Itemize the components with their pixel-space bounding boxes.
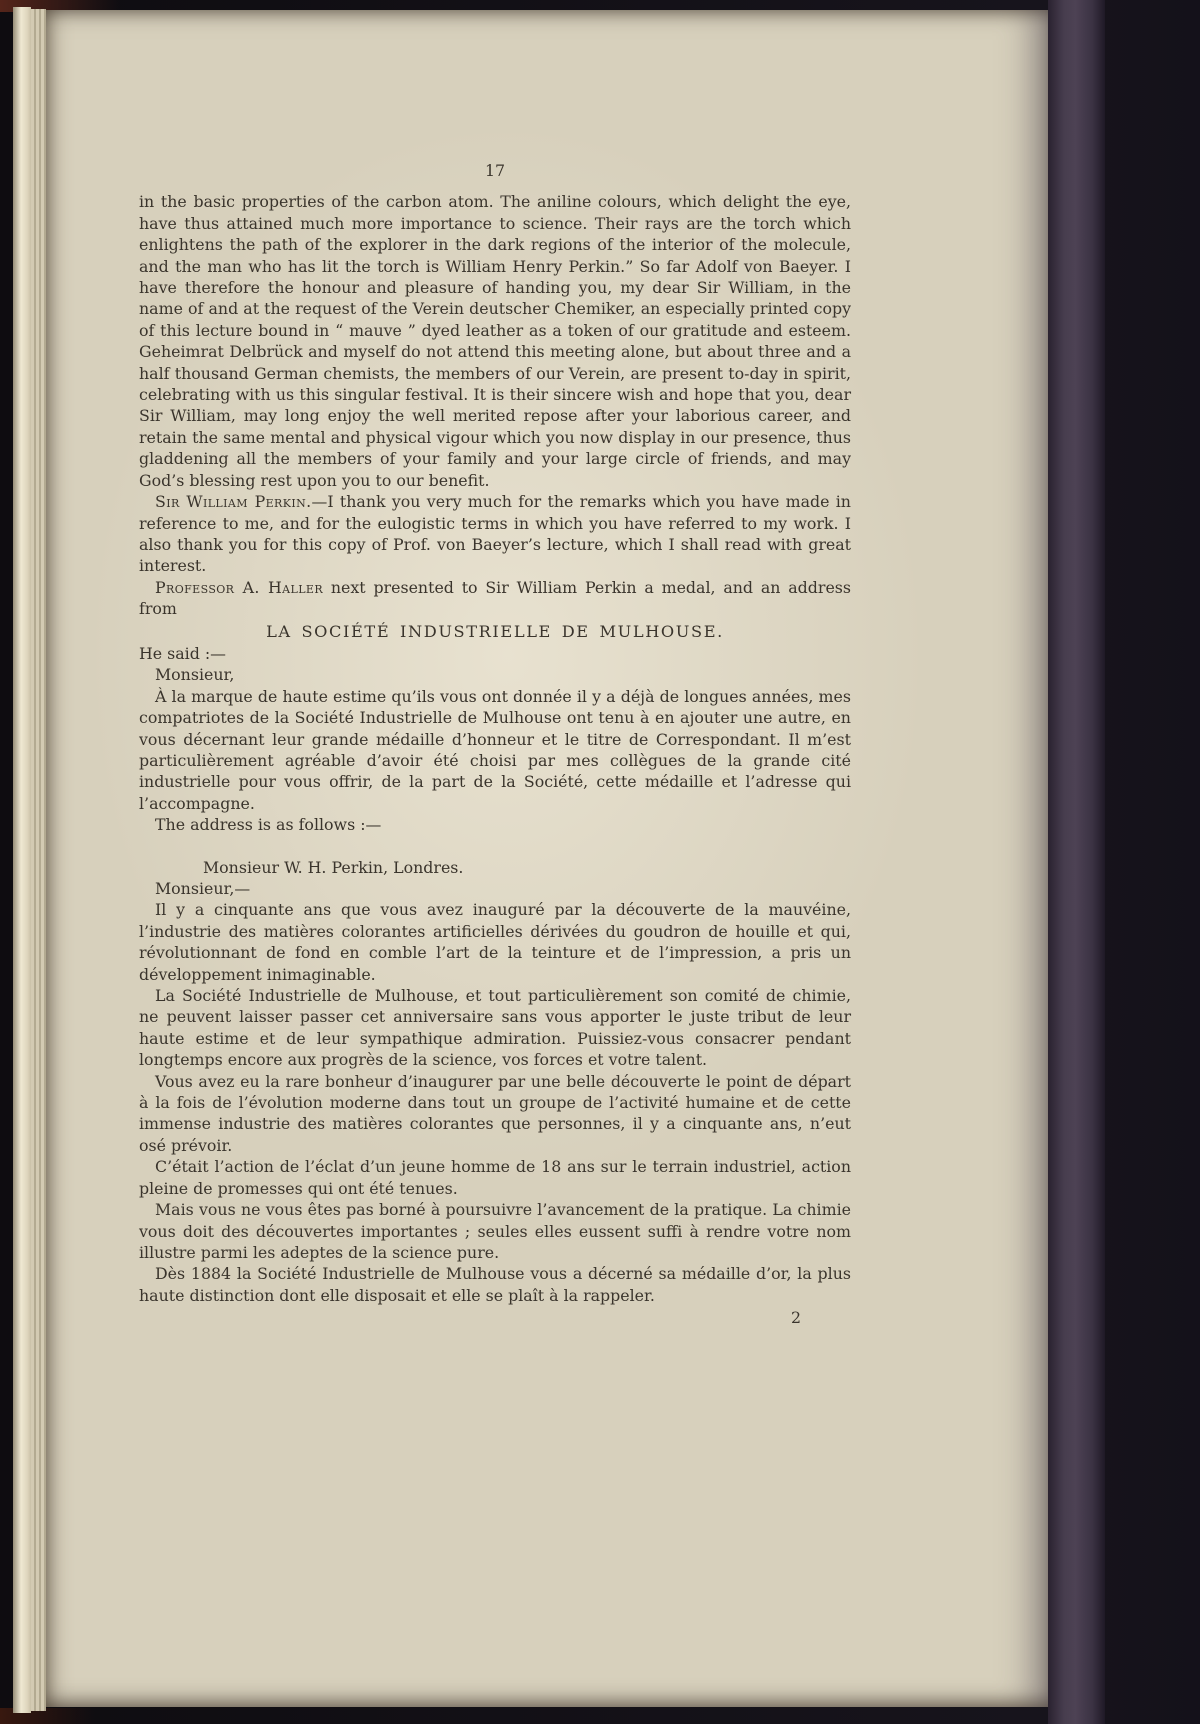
book-page: [46, 10, 1048, 1707]
signature-mark: 2: [790, 1308, 801, 1328]
line-he-said: He said :—: [139, 643, 226, 663]
paragraph-address-2: La Société Industrielle de Mulhouse, et tout particulièrement son comité de chimie, ne peuvent laisser passer cet anniversaire sans vous apporter le juste tribut de leur haute estime et de leur sympathique admiration. Puissiez-vous consacrer pendant longtemps encore aux progrès de la science, vos forces et votre talent.: [139, 986, 851, 1070]
paragraph-address-5: Mais vous ne vous êtes pas borné à poursuivre l’avancement de la pratique. La chimie vous doit des découvertes importantes ; seules elles eussent suffi à rendre votre nom illustre parmi les adeptes de la science pure.: [139, 1200, 851, 1262]
paragraph-address-4: C’était l’action de l’éclat d’un jeune homme de 18 ans sur le terrain industriel, action pleine de promesses qui ont été tenues.: [139, 1157, 851, 1198]
paragraph-text: —I thank you very much for the remarks which you have made in reference to me, and for the eulogistic terms in which you have referred to my work. I also thank you for this copy of Prof. von Baeyer’s lecture, which I shall read with great interest.: [139, 492, 851, 576]
speaker-name-perkin: Sir William Perkin.: [155, 492, 312, 512]
section-heading-societe: LA SOCIÉTÉ INDUSTRIELLE DE MULHOUSE.: [266, 621, 724, 641]
paragraph-french-introduction: À la marque de haute estime qu’ils vous ont donnée il y a déjà de longues années, mes compatriotes de la Société Industrielle de Mulhouse ont tenu à en ajouter une autre, en vous décernant leur grande médaille d’honneur et le titre de Correspondant. Il m’est particulièrement agréable d’avoir été choisi par mes collègues de la grande cité industrielle pour vous offrir, de la part de la Société, cette médaille et l’adresse qui l’accompagne.: [139, 686, 851, 813]
paragraph-haller-presentation: [139, 577, 851, 620]
page-stack-edge-bright: [13, 7, 31, 1713]
line-address-follows: The address is as follows :—: [155, 815, 382, 835]
paragraph-text: next presented to Sir William Perkin a medal, and an address from: [139, 577, 852, 619]
paragraph-perkin-reply: [139, 491, 851, 577]
speaker-name-haller: Professor A. Haller: [155, 577, 324, 597]
paragraph-address-1: Il y a cinquante ans que vous avez inauguré par la découverte de la mauvéine, l’industrie des matières colorantes artificielles dérivées du goudron de houille et qui, révolutionnant de fond en comble l’art de la teinture et de l’impression, a pris un développement inimaginable.: [139, 900, 851, 984]
page-number: 17: [484, 161, 506, 180]
paragraph-address-3: Vous avez eu la rare bonheur d’inaugurer par une belle découverte le point de départ à la fois de l’évolution moderne dans tout un groupe de l’activité humaine et de cette immense industrie des matières colorantes que personnes, il y a cinquante ans, n’eut osé prévoir.: [139, 1071, 851, 1155]
book-binding: [1048, 0, 1105, 1724]
page-content: [139, 160, 851, 1329]
page-stack-edge-textured: [31, 9, 46, 1711]
paragraph-baeyer-speech: in the basic properties of the carbon atom. The aniline colours, which delight the eye, have thus attained much more importance to science. Their rays are the torch which enlightens the path of the explorer in the dark regions of the interior of the molecule, and the man who has lit the torch is William Henry Perkin.” So far Adolf von Baeyer. I have therefore the honour and pleasure of handing you, my dear Sir William, in the name of and at the request of the Verein deutscher Chemiker, an especially printed copy of this lecture bound in “ mauve ” dyed leather as a token of our gratitude and esteem. Geheimrat Delbrück and myself do not attend this meeting alone, but about three and a half thousand German chemists, the members of our Verein, are present to-day in spirit, celebrating with us this singular festival. It is their sincere wish and hope that you, dear Sir William, may long enjoy the well merited repose after your laborious career, and retain the same mental and physical vigour which you now display in our presence, thus gladdening all the members of your family and your large circle of friends, and may God’s blessing rest upon you to our benefit.: [139, 192, 851, 490]
line-monsieur-salutation-2: Monsieur,—: [155, 879, 251, 898]
address-recipient-line: Monsieur W. H. Perkin, Londres.: [203, 857, 464, 877]
line-monsieur-salutation: Monsieur,: [155, 665, 235, 685]
paragraph-address-6: Dès 1884 la Société Industrielle de Mulhouse vous a décerné sa médaille d’or, la plus haute distinction dont elle disposait et elle se plaît à la rappeler.: [139, 1264, 851, 1305]
